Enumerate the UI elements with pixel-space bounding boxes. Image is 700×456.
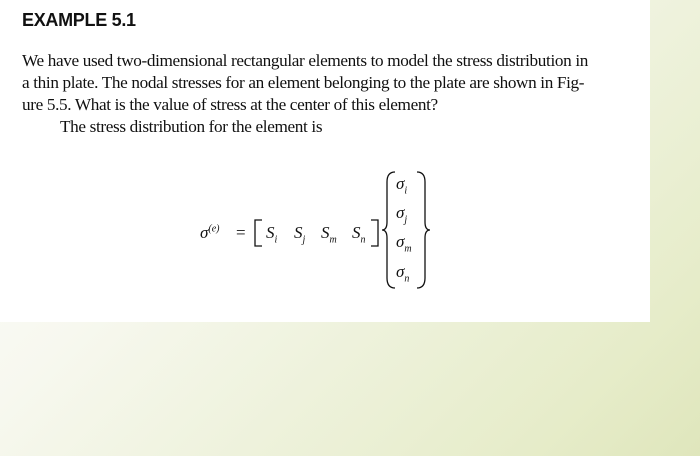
- example-heading: EXAMPLE 5.1: [22, 10, 136, 30]
- nodal-stress-n: $\sigma_n$: [396, 262, 410, 285]
- paragraph-line: ure 5.5. What is the value of stress at the center of this element?: [22, 95, 438, 114]
- row-left-bracket: [252, 218, 264, 248]
- shape-function-j: $S_j$: [294, 223, 306, 246]
- paragraph-line: We have used two-dimensional rectangular elements to model the stress distribution in: [22, 51, 588, 70]
- shape-function-i: $S_i$: [266, 223, 278, 246]
- nodal-stress-m: $\sigma_m$: [396, 232, 412, 255]
- column-right-brace: [414, 170, 432, 290]
- shape-function-n: $S_n$: [352, 223, 366, 246]
- nodal-stress-i: $\sigma_i$: [396, 174, 408, 197]
- equals-sign: =: [236, 223, 246, 242]
- paragraph-line: The stress distribution for the element is: [60, 117, 323, 136]
- nodal-stress-j: $\sigma_j$: [396, 203, 408, 226]
- shape-function-m: $S_m$: [321, 223, 337, 246]
- paragraph-line: a thin plate. The nodal stresses for an element belonging to the plate are shown in Fig-: [22, 73, 585, 92]
- lhs-sigma: $\sigma^{(e)}$: [200, 223, 220, 242]
